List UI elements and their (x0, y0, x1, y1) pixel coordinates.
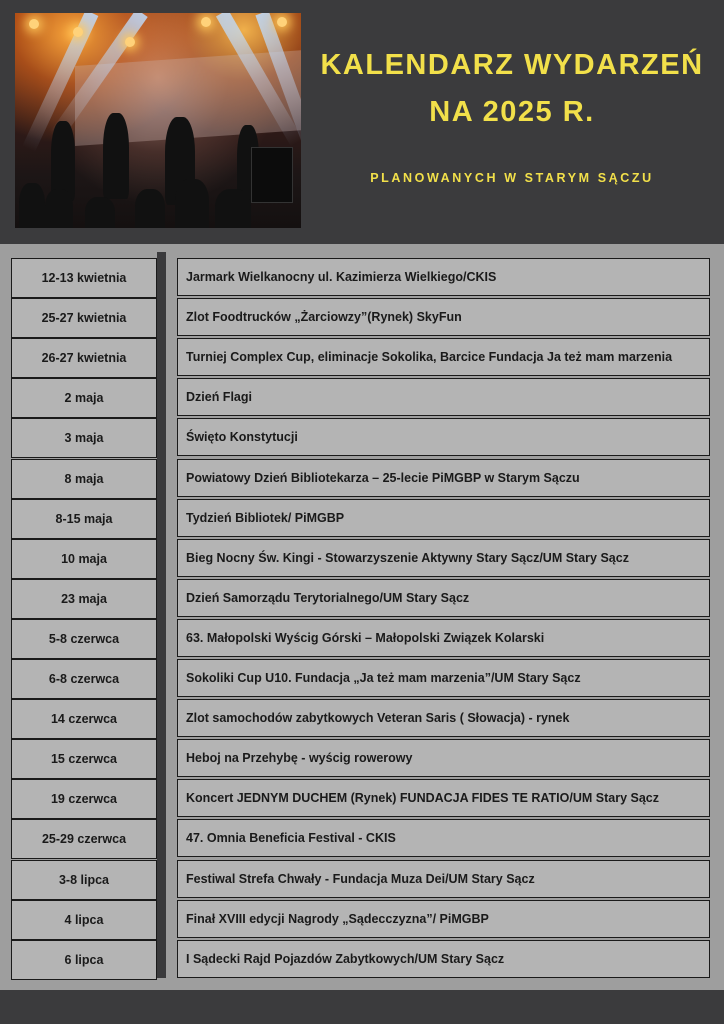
event-date: 6 lipca (11, 940, 157, 980)
event-name: Festiwal Strefa Chwały - Fundacja Muza Dei/UM Stary Sącz (177, 860, 710, 898)
audience-member (45, 189, 73, 228)
table-row (0, 659, 724, 699)
table-row (0, 579, 724, 619)
audience-member (85, 197, 115, 228)
event-date: 26-27 kwietnia (11, 338, 157, 378)
audience-member (19, 183, 45, 228)
musician (103, 113, 129, 199)
table-row (0, 779, 724, 819)
event-date: 3-8 lipca (11, 860, 157, 900)
table-row (0, 378, 724, 418)
table-row (0, 418, 724, 458)
event-name: Heboj na Przehybę - wyścig rowerowy (177, 739, 710, 777)
stage-light (201, 17, 211, 27)
event-date: 10 maja (11, 539, 157, 579)
table-row (0, 940, 724, 980)
event-name: Dzień Flagi (177, 378, 710, 416)
event-date: 4 lipca (11, 900, 157, 940)
event-name: 63. Małopolski Wyścig Górski – Małopolski Związek Kolarski (177, 619, 710, 657)
event-date: 6-8 czerwca (11, 659, 157, 699)
page-subtitle: PLANOWANYCH W STARYM SĄCZU (370, 171, 654, 185)
table-row (0, 258, 724, 298)
event-name: Święto Konstytucji (177, 418, 710, 456)
table-row (0, 739, 724, 779)
table-row (0, 338, 724, 378)
event-date: 25-27 kwietnia (11, 298, 157, 338)
stage-light (125, 37, 135, 47)
stage-light (29, 19, 39, 29)
event-name: Jarmark Wielkanocny ul. Kazimierza Wielkiego/CKIS (177, 258, 710, 296)
event-date: 15 czerwca (11, 739, 157, 779)
audience-member (215, 189, 251, 228)
event-name: Zlot Foodtrucków „Żarciowzy”(Rynek) SkyFun (177, 298, 710, 336)
event-name: Turniej Complex Cup, eliminacje Sokolika, Barcice Fundacja Ja też mam marzenia (177, 338, 710, 376)
table-row (0, 619, 724, 659)
event-date: 25-29 czerwca (11, 819, 157, 859)
event-name: Sokoliki Cup U10. Fundacja „Ja też mam marzenia”/UM Stary Sącz (177, 659, 710, 697)
table-row (0, 860, 724, 900)
event-name: 47. Omnia Beneficia Festival - CKIS (177, 819, 710, 857)
title-line-2: NA 2025 R. (429, 96, 595, 128)
title-line-1: KALENDARZ WYDARZEŃ (320, 49, 704, 81)
table-row (0, 900, 724, 940)
event-name: Koncert JEDNYM DUCHEM (Rynek) FUNDACJA FIDES TE RATIO/UM Stary Sącz (177, 779, 710, 817)
event-date: 5-8 czerwca (11, 619, 157, 659)
stage-light (277, 17, 287, 27)
event-name: Finał XVIII edycji Nagrody „Sądecczyzna”/ PiMGBP (177, 900, 710, 938)
event-date: 23 maja (11, 579, 157, 619)
event-date: 12-13 kwietnia (11, 258, 157, 298)
event-name: Zlot samochodów zabytkowych Veteran Saris ( Słowacja) - rynek (177, 699, 710, 737)
table-row (0, 459, 724, 499)
page-title (310, 42, 714, 136)
header (0, 0, 724, 244)
concert-photo (15, 13, 301, 228)
event-name: Dzień Samorządu Terytorialnego/UM Stary Sącz (177, 579, 710, 617)
event-name: Tydzień Bibliotek/ PiMGBP (177, 499, 710, 537)
event-date: 19 czerwca (11, 779, 157, 819)
table-row (0, 298, 724, 338)
event-date: 2 maja (11, 378, 157, 418)
speaker (251, 147, 293, 203)
event-date: 14 czerwca (11, 699, 157, 739)
audience-member (175, 179, 209, 228)
event-name: I Sądecki Rajd Pojazdów Zabytkowych/UM Stary Sącz (177, 940, 710, 978)
event-date: 3 maja (11, 418, 157, 458)
table-row (0, 539, 724, 579)
audience-member (135, 189, 165, 228)
table-row (0, 499, 724, 539)
events-table (0, 244, 724, 990)
event-name: Powiatowy Dzień Bibliotekarza – 25-lecie PiMGBP w Starym Sączu (177, 459, 710, 497)
table-row (0, 699, 724, 739)
footer-bar (0, 990, 724, 1024)
event-name: Bieg Nocny Św. Kingi - Stowarzyszenie Aktywny Stary Sącz/UM Stary Sącz (177, 539, 710, 577)
event-date: 8 maja (11, 459, 157, 499)
event-date: 8-15 maja (11, 499, 157, 539)
stage-light (73, 27, 83, 37)
table-row (0, 819, 724, 859)
